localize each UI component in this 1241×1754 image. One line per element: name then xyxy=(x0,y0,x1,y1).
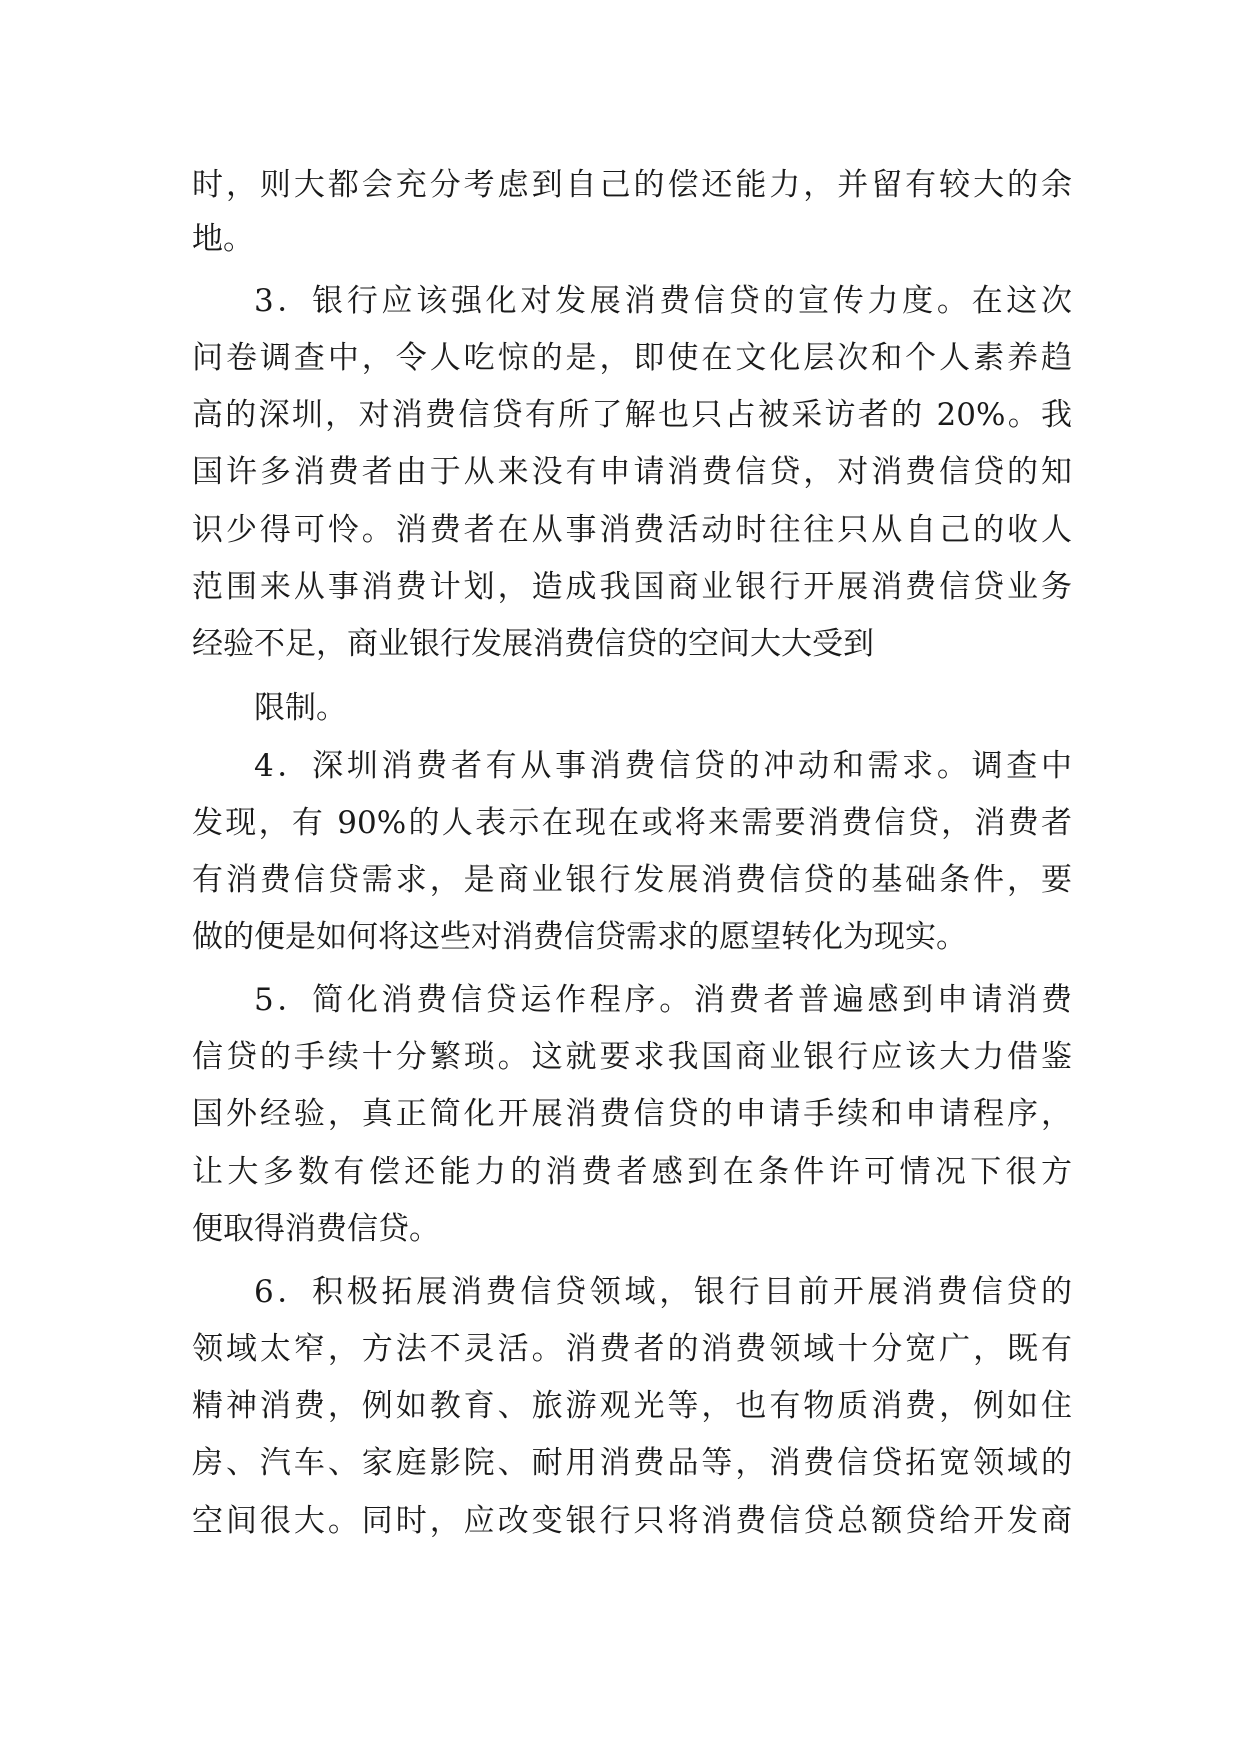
text-line: 发现，有 90%的人表示在现在或将来需要消费信贷，消费者 xyxy=(192,805,1072,841)
text-line: 精神消费，例如教育、旅游观光等，也有物质消费，例如住 xyxy=(192,1388,1072,1424)
paragraph-start-line: 6．积极拓展消费信贷领域，银行目前开展消费信贷的 xyxy=(254,1274,1072,1310)
text-line: 范围来从事消费计划，造成我国商业银行开展消费信贷业务 xyxy=(192,569,1072,605)
text-line: 信贷的手续十分繁琐。这就要求我国商业银行应该大力借鉴 xyxy=(192,1039,1072,1075)
text-line: 经验不足，商业银行发展消费信贷的空间大大受到 xyxy=(192,626,874,662)
paragraph-start-line: 5．简化消费信贷运作程序。消费者普遍感到申请消费 xyxy=(254,982,1072,1018)
text-line: 让大多数有偿还能力的消费者感到在条件许可情况下很方 xyxy=(192,1154,1072,1190)
paragraph-start-line: 3．银行应该强化对发展消费信贷的宣传力度。在这次 xyxy=(254,283,1072,319)
text-line: 时，则大都会充分考虑到自己的偿还能力，并留有较大的余 xyxy=(192,167,1072,203)
text-line: 房、汽车、家庭影院、耐用消费品等，消费信贷拓宽领域的 xyxy=(192,1445,1072,1481)
paragraph-start-line: 4．深圳消费者有从事消费信贷的冲动和需求。调查中 xyxy=(254,748,1072,784)
text-line: 便取得消费信贷。 xyxy=(192,1211,440,1247)
text-line: 做的便是如何将这些对消费信贷需求的愿望转化为现实。 xyxy=(192,919,967,955)
text-line: 空间很大。同时，应改变银行只将消费信贷总额贷给开发商 xyxy=(192,1503,1072,1539)
text-line: 限制。 xyxy=(254,690,347,726)
text-line: 国许多消费者由于从来没有申请消费信贷，对消费信贷的知 xyxy=(192,454,1072,490)
text-line: 国外经验，真正简化开展消费信贷的申请手续和申请程序， xyxy=(192,1096,1072,1132)
text-line: 识少得可怜。消费者在从事消费活动时往往只从自己的收人 xyxy=(192,512,1072,548)
text-line: 有消费信贷需求，是商业银行发展消费信贷的基础条件，要 xyxy=(192,862,1072,898)
text-line: 问卷调查中，令人吃惊的是，即使在文化层次和个人素养趋 xyxy=(192,340,1072,376)
text-line: 地。 xyxy=(192,221,254,257)
text-line: 高的深圳，对消费信贷有所了解也只占被采访者的 20%。我 xyxy=(192,397,1072,433)
text-line: 领域太窄，方法不灵活。消费者的消费领域十分宽广，既有 xyxy=(192,1331,1072,1367)
